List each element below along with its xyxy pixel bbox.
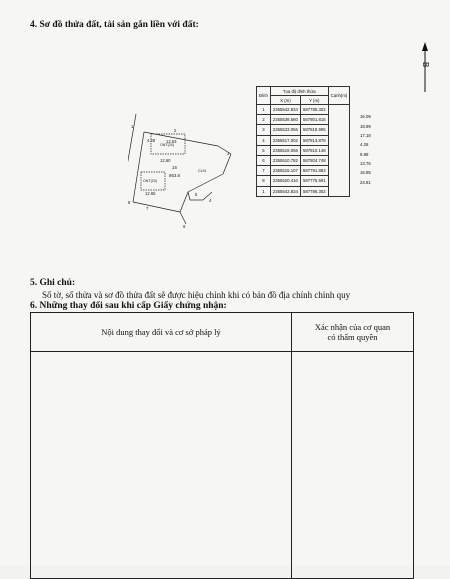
vertex-label: 5 (195, 192, 198, 197)
vertex-label: 2 (174, 128, 177, 133)
col-x: X (m) (270, 96, 300, 105)
section-6-title: 6. Những thay đổi sau khi cấp Giấy chứng nhận: (30, 301, 227, 311)
changes-table (30, 312, 414, 579)
vertex-label: 7 (146, 206, 149, 211)
edge-length: 4.26 (360, 142, 369, 147)
section-4-title: 4. Sơ đồ thửa đất, tài sản gắn liền với đất: (30, 20, 199, 30)
vertex-label: 1 (131, 124, 134, 129)
edge-length: 13.76 (360, 161, 371, 166)
house-label: ONT(20) (160, 143, 174, 147)
parcel-area: 863.8 (169, 173, 180, 178)
table-row: 1 2355542.834 587786.302 (257, 186, 350, 196)
parcel-edge-bottom (133, 202, 180, 212)
table-row: 1 2355542.834 587786.302 (257, 105, 350, 115)
coordinates-table (256, 86, 350, 197)
changes-content-cell (31, 352, 292, 579)
coords-group-header: Tọa độ đỉnh thửa (270, 87, 328, 96)
vertex-label: 6 (183, 224, 186, 229)
table-row: 5 2355519.056 587810.148 (257, 145, 350, 155)
table-row: 3 2355533.056 587819.995 (257, 125, 350, 135)
edge-length: 18.99 (360, 124, 371, 129)
length-label: 4.28 (147, 138, 156, 143)
edge-length: 17.18 (360, 133, 371, 138)
col-edge: Cạnh(m) (328, 87, 350, 105)
land-type: CLN (198, 168, 207, 173)
parcel-edge-inner (188, 174, 223, 192)
table-row: 6 2355510.782 587804.748 (257, 155, 350, 165)
north-label: B (421, 62, 430, 68)
vertex-label: 4 (209, 198, 212, 203)
edge-length: 16.85 (360, 170, 371, 175)
house-label: ONT(20) (143, 179, 157, 183)
neighbor-line-left (128, 114, 136, 172)
table-row: 7 2355515.107 587791.883 (257, 166, 350, 176)
edge-length: 24.81 (360, 180, 371, 185)
edge-length: 16.09 (360, 114, 371, 119)
col-y: Y (m) (300, 96, 328, 105)
parcel-edge-left (133, 132, 144, 202)
parcel-sketch (128, 112, 248, 230)
confirm-line-1: Xác nhận của cơ quan (314, 322, 391, 332)
section-5-note: Số tờ, số thửa và sơ đồ thửa đất sẽ được hiệu chỉnh khi có bản đồ địa chính chính quy (42, 290, 351, 300)
vertex-label: 8 (128, 200, 131, 205)
col-point: Đỉnh (257, 87, 271, 105)
length-label: 12.60 (160, 158, 171, 163)
length-label: 12.65 (145, 191, 156, 196)
edge-length: 9.88 (360, 152, 369, 157)
table-row: 4 2355517.002 587813.878 (257, 135, 350, 145)
north-arrow-icon (415, 42, 435, 94)
section-5-title: 5. Ghi chú: (30, 278, 76, 288)
length-label: 12.63 (166, 139, 177, 144)
parcel-number: 16 (172, 165, 177, 170)
vertex-label: 3 (227, 151, 230, 156)
changes-col-confirm (292, 313, 414, 352)
table-row: 2 2355538.560 587801.816 (257, 115, 350, 125)
parcel-edge-bottom-right (180, 192, 188, 212)
changes-confirm-cell (292, 352, 414, 579)
changes-col-content: Nội dung thay đổi và cơ sở pháp lý (31, 313, 292, 352)
parcel-edge-right (223, 154, 231, 174)
table-row: 8 2355520.410 587775.691 (257, 176, 350, 186)
confirm-line-2: có thẩm quyền (327, 332, 378, 342)
